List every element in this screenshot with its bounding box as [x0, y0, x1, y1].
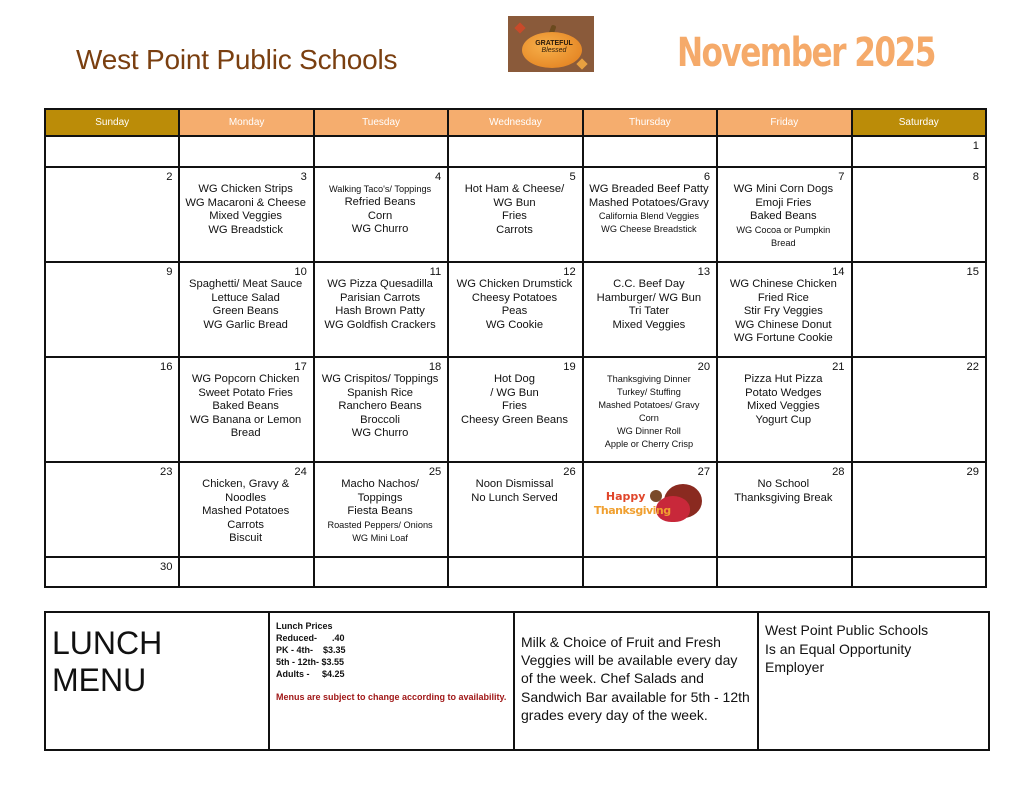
menu-item: Noon Dismissal: [475, 478, 554, 490]
eoe-line: Is an Equal Opportunity: [765, 640, 912, 657]
lunch-menu-line: LUNCH: [52, 625, 163, 661]
menu-item: Pizza Hut Pizza: [744, 373, 823, 385]
menu-item: Fries: [502, 400, 527, 413]
week-row: [45, 557, 986, 587]
day-cell: [45, 462, 179, 557]
pumpkin-caption: [534, 40, 574, 54]
menu-item: Thanksgiving Break: [734, 491, 833, 504]
menu-item: WG Bun: [493, 196, 536, 209]
menu-item: Fried Rice: [757, 291, 809, 304]
day-cell: [583, 357, 717, 462]
calendar-grid: [44, 108, 987, 588]
day-number: 27: [697, 466, 711, 478]
day-cell: [583, 262, 717, 357]
menu-item: / WG Bun: [490, 386, 539, 399]
menu-item: Biscuit: [229, 532, 263, 545]
price-row: Reduced- .40: [276, 633, 345, 643]
menu-item: Broccoli: [360, 413, 400, 426]
menu-item: WG Churro: [351, 427, 409, 440]
day-cell: [583, 557, 717, 587]
day-number: 30: [159, 561, 173, 573]
day-number: 19: [563, 361, 576, 373]
menu-item: Mixed Veggies: [612, 318, 686, 331]
day-number: 18: [428, 361, 442, 373]
menu-item: Turkey/ Stuffing: [616, 387, 681, 397]
day-number: 14: [832, 266, 845, 278]
menu-item: Carrots: [227, 518, 264, 531]
day-number: [722, 140, 844, 152]
day-number: 5: [569, 171, 576, 183]
day-number: [319, 561, 441, 573]
menu-item: Hash Brown Patty: [335, 305, 425, 318]
header-thursday: Thursday: [583, 109, 717, 136]
day-cell: [45, 167, 179, 262]
day-cell: [179, 462, 313, 557]
menu-item: Baked Beans: [212, 400, 279, 413]
day-cell: [448, 136, 582, 167]
menu-item: Sweet Potato Fries: [198, 386, 293, 399]
day-cell: [179, 262, 313, 357]
menu-item: WG Cookie: [485, 318, 544, 331]
pumpkin-caption-line: GRATEFUL: [535, 40, 573, 47]
menu-item: Hot Dog: [493, 373, 535, 385]
day-number: 26: [563, 466, 576, 478]
day-cell: [314, 167, 448, 262]
day-cell: [179, 136, 313, 167]
header-monday: Monday: [179, 109, 313, 136]
prices-title: Lunch Prices: [276, 621, 333, 631]
day-cell: [717, 136, 851, 167]
day-cell: [852, 262, 986, 357]
day-cell: [852, 357, 986, 462]
day-number: 8: [972, 171, 979, 183]
day-number: 7: [838, 171, 845, 183]
week-row: [45, 462, 986, 557]
lunch-menu-cell: [45, 612, 269, 750]
menu-item: WG Crispitos/ Toppings: [321, 373, 439, 385]
eoe-line: Employer: [765, 659, 825, 676]
day-number: 4: [435, 171, 442, 183]
day-number: 29: [966, 466, 979, 478]
day-cell: [717, 167, 851, 262]
menu-item: No Lunch Served: [471, 491, 558, 504]
day-number: 28: [832, 466, 845, 478]
eoe-line: West Point Public Schools: [765, 622, 929, 638]
day-cell: [45, 136, 179, 167]
menu-item: Hamburger/ WG Bun: [596, 291, 702, 304]
day-number: 23: [159, 466, 173, 478]
day-cell: [179, 557, 313, 587]
menu-item: Spaghetti/ Meat Sauce: [189, 278, 303, 290]
pumpkin-grateful-image: [508, 16, 594, 72]
menu-item: Cheesy Potatoes: [471, 291, 558, 304]
menu-item: Roasted Peppers/ Onions: [327, 519, 433, 530]
menu-item: WG Macaroni & Cheese: [185, 196, 306, 209]
menu-item: WG Goldfish Crackers: [324, 318, 436, 331]
day-number: 20: [697, 361, 711, 373]
day-cell: [852, 557, 986, 587]
leaf-icon: [576, 58, 587, 69]
day-number: 2: [166, 171, 173, 183]
menu-item: WG Banana or Lemon: [189, 413, 302, 426]
menu-item: Yogurt Cup: [755, 413, 812, 426]
menu-item: Ranchero Beans: [338, 400, 422, 413]
day-cell: [314, 357, 448, 462]
menu-item: Mixed Veggies: [746, 400, 820, 413]
day-cell: [717, 557, 851, 587]
day-number: 21: [832, 361, 845, 373]
day-cell: [314, 262, 448, 357]
menu-item: WG Breadstick: [208, 223, 283, 236]
day-number: [184, 561, 306, 573]
day-cell: [852, 462, 986, 557]
thanksgiving-word-text: Thanksgiving: [593, 504, 671, 517]
menu-item: WG Mini Loaf: [352, 532, 408, 543]
menu-item: Hot Ham & Cheese/: [464, 183, 565, 195]
day-cell: [179, 167, 313, 262]
milk-note-cell: [514, 612, 758, 750]
menu-item: No School: [757, 478, 810, 490]
lunch-menu-line: MENU: [52, 662, 147, 698]
menu-item: Refried Beans: [344, 196, 416, 208]
week-row: [45, 357, 986, 462]
turkey-head-icon: [650, 490, 662, 502]
menu-item: Corn: [638, 413, 659, 423]
day-cell: [448, 357, 582, 462]
header-sunday: Sunday: [45, 109, 179, 136]
menu-item: Bread: [230, 427, 261, 440]
menu-item: WG Dinner Roll: [616, 426, 681, 436]
menu-item: C.C. Beef Day: [613, 278, 685, 290]
menu-item: Apple or Cherry Crisp: [604, 439, 694, 449]
day-number: 24: [294, 466, 307, 478]
header-friday: Friday: [717, 109, 851, 136]
day-cell: [448, 167, 582, 262]
leaf-icon: [514, 22, 525, 33]
menu-item: Macho Nachos/: [341, 478, 419, 490]
menu-item: California Blend Veggies: [598, 211, 699, 222]
menu-item: WG Pizza Quesadilla: [327, 278, 433, 290]
menu-item: Fiesta Beans: [347, 505, 413, 518]
day-number: 13: [697, 266, 711, 278]
menu-item: Parisian Carrots: [339, 291, 421, 304]
day-cell: [179, 357, 313, 462]
day-cell: [45, 357, 179, 462]
pumpkin-caption-line: Blessed: [541, 47, 567, 54]
day-number: 16: [159, 361, 173, 373]
day-cell: [583, 462, 717, 557]
menu-item: Cheesy Green Beans: [460, 413, 568, 426]
day-cell: [852, 136, 986, 167]
menu-item: Peas: [501, 305, 528, 318]
day-number: 15: [966, 266, 979, 278]
day-number: 22: [966, 361, 979, 373]
day-number: 3: [300, 171, 307, 183]
day-cell: [448, 557, 582, 587]
day-number: 10: [294, 266, 307, 278]
day-number: 1: [972, 140, 979, 152]
lunch-prices-cell: [269, 612, 514, 750]
happy-thanksgiving-turkey-image: [594, 482, 704, 530]
day-number: 6: [703, 171, 711, 183]
day-number: 25: [428, 466, 442, 478]
menu-item: WG Fortune Cookie: [733, 332, 833, 345]
week-row: [45, 136, 986, 167]
day-number: [453, 561, 575, 573]
menu-item: Baked Beans: [750, 210, 817, 223]
week-row: [45, 167, 986, 262]
day-cell: [448, 262, 582, 357]
menu-item: Toppings: [357, 491, 403, 504]
school-name: West Point Public Schools: [76, 44, 398, 75]
day-cell: [45, 262, 179, 357]
menu-item: Mixed Veggies: [209, 210, 283, 223]
day-cell: [583, 136, 717, 167]
menu-item: Thanksgiving Dinner: [607, 374, 691, 384]
day-cell: [314, 557, 448, 587]
menu-item: Mashed Potatoes: [202, 505, 290, 518]
day-number: [453, 140, 575, 152]
menu-item: WG Popcorn Chicken: [191, 373, 300, 385]
day-cell: [314, 136, 448, 167]
day-number: 9: [166, 266, 173, 278]
menu-item: Fries: [502, 210, 527, 223]
menu-item: Emoji Fries: [755, 196, 812, 209]
menu-item: WG Mini Corn Dogs: [733, 183, 834, 195]
menu-item: Stir Fry Veggies: [743, 305, 823, 318]
menu-item: Mashed Potatoes/ Gravy: [598, 400, 700, 410]
day-number: 17: [294, 361, 307, 373]
menu-item: WG Cheese Breadstick: [601, 224, 697, 235]
menu-item: Noodles: [225, 491, 267, 504]
day-number: 11: [429, 266, 442, 278]
menu-item: Mashed Potatoes/Gravy: [588, 196, 709, 209]
day-cell: [717, 357, 851, 462]
day-number: [857, 561, 979, 573]
day-cell: [45, 557, 179, 587]
price-row: Adults - $4.25: [276, 669, 345, 679]
lunch-menu-title: [46, 613, 268, 699]
eoe-cell: [758, 612, 989, 750]
header-saturday: Saturday: [852, 109, 986, 136]
footer-info-table: [44, 611, 990, 751]
day-cell: [448, 462, 582, 557]
day-number: 12: [563, 266, 576, 278]
menu-item: WG Garlic Bread: [203, 318, 288, 331]
menu-item: Bread: [771, 237, 796, 248]
day-cell: [717, 462, 851, 557]
header-tuesday: Tuesday: [314, 109, 448, 136]
price-row: PK - 4th- $3.35: [276, 645, 346, 655]
day-number: [319, 140, 441, 152]
menu-item: Tri Tater: [628, 305, 670, 318]
menu-item: WG Cocoa or Pumpkin: [736, 224, 831, 235]
menu-item: WG Chinese Donut: [735, 318, 832, 331]
menu-item: Green Beans: [212, 305, 279, 318]
menu-item: Chicken, Gravy &: [202, 478, 290, 490]
day-cell: [852, 167, 986, 262]
menu-item: WG Breaded Beef Patty: [589, 183, 709, 195]
weekday-header-row: [45, 109, 986, 136]
day-number: [50, 140, 172, 152]
menu-item: Potato Wedges: [745, 386, 822, 399]
day-number: [722, 561, 844, 573]
menu-item: Spanish Rice: [347, 386, 414, 399]
thanksgiving-happy-text: Happy: [605, 490, 646, 503]
menu-item: WG Chinese Chicken: [729, 278, 837, 290]
menu-item: WG Chicken Strips: [198, 183, 293, 195]
menu-change-note: Menus are subject to change according to availability.: [276, 692, 507, 702]
day-number: [588, 561, 710, 573]
day-number: [184, 140, 306, 152]
menu-item: WG Chicken Drumstick: [456, 278, 573, 290]
month-title: November 2025: [677, 30, 935, 76]
milk-note: Milk & Choice of Fruit and Fresh Veggies will be available every day of the week. Chef Salads and Sandwich Bar available for 5th - 12th grades every day of the week.: [521, 634, 750, 723]
menu-item: Corn: [367, 209, 393, 222]
menu-item: Carrots: [496, 223, 533, 236]
day-cell: [583, 167, 717, 262]
menu-item: WG Churro: [351, 223, 409, 236]
equal-opportunity-statement: [759, 613, 988, 677]
day-number: [588, 140, 710, 152]
header-wednesday: Wednesday: [448, 109, 582, 136]
menu-item: Lettuce Salad: [211, 291, 280, 304]
price-row: 5th - 12th- $3.55: [276, 657, 345, 667]
day-cell: [717, 262, 851, 357]
menu-item: Walking Taco's/ Toppings: [328, 184, 432, 194]
week-row: [45, 262, 986, 357]
day-cell: [314, 462, 448, 557]
